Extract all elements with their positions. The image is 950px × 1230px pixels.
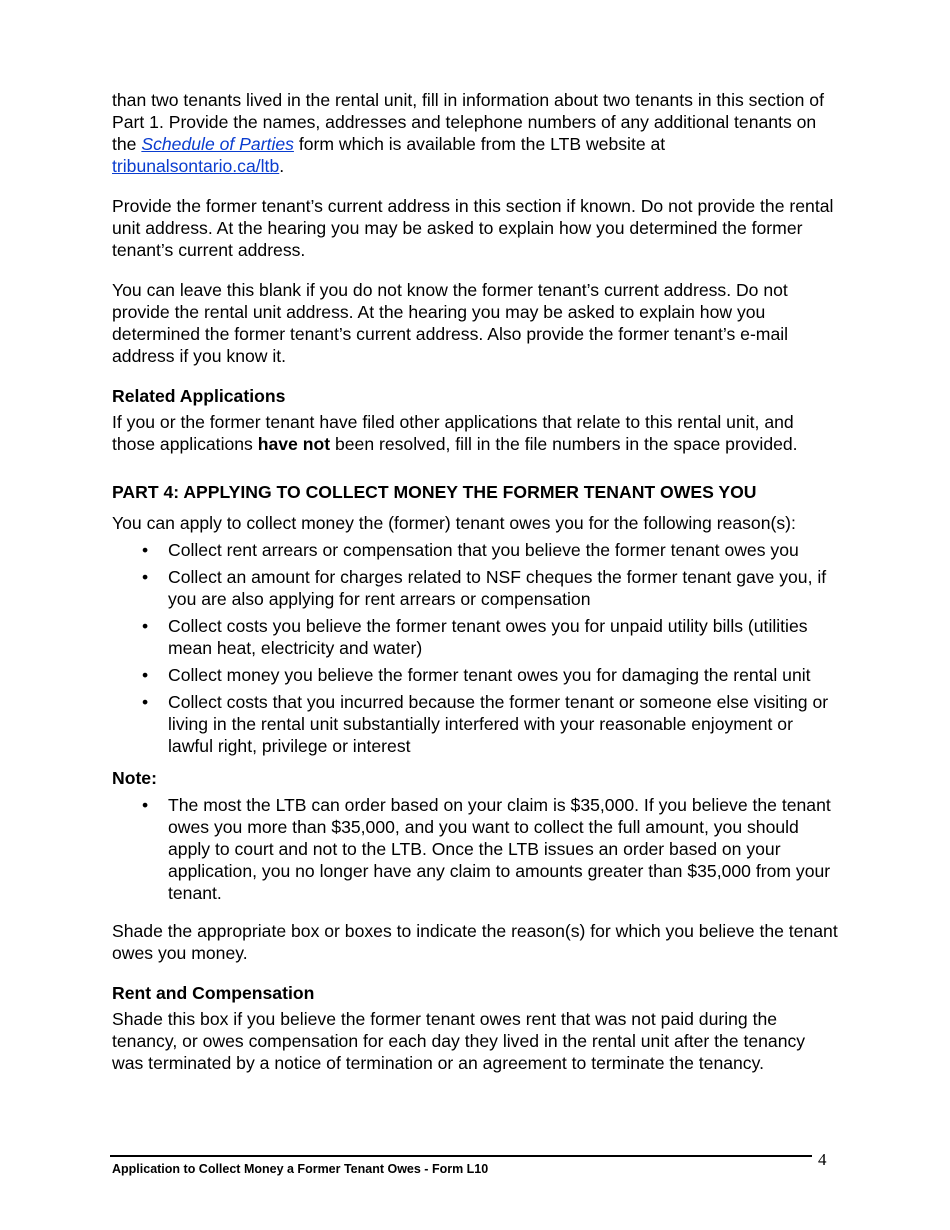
related-text-bold: have not [257, 434, 331, 454]
intro-text-part-b: form which is available from the LTB website at [293, 134, 666, 154]
related-applications-text [112, 411, 840, 455]
reason-item [112, 615, 840, 659]
related-applications-heading: Related Applications [112, 386, 286, 406]
reason-text: Collect money you believe the former tenant owes you for damaging the rental unit [168, 665, 811, 685]
reason-item [112, 566, 840, 610]
bullet-icon: • [142, 567, 149, 587]
note-text: The most the LTB can order based on your claim is $35,000. If you believe the tenant owes you more than $35,000, and you want to collect the full amount, you should apply to court and not to the LTB. Once the LTB issues an order based on your application, you no longer have any claim to amounts greater than $35,000 from your tenant. [168, 795, 831, 903]
schedule-of-parties-link[interactable]: Schedule of Parties [141, 134, 294, 154]
reason-item [112, 539, 840, 561]
part4-intro: You can apply to collect money the (former) tenant owes you for the following reason(s): [112, 513, 796, 533]
tribunals-ontario-link[interactable]: tribunalsontario.ca/ltb [112, 156, 280, 176]
bullet-icon: • [142, 795, 149, 815]
bullet-icon: • [142, 665, 149, 685]
intro-paragraph-3: You can leave this blank if you do not know the former tenant’s current address. Do not provide the rental unit address. At the hearing you may be asked to explain how you determined the former tenant’s current address. Also provide the former tenant’s e-mail address if you know it. [112, 280, 789, 366]
footer-divider [110, 1155, 812, 1157]
reasons-list [112, 539, 840, 757]
bullet-icon: • [142, 540, 149, 560]
reason-item [112, 664, 840, 686]
part4-heading: PART 4: APPLYING TO COLLECT MONEY THE FORMER TENANT OWES YOU [112, 482, 757, 502]
bullet-icon: • [142, 616, 149, 636]
reason-item [112, 691, 840, 757]
reason-text: Collect an amount for charges related to NSF cheques the former tenant gave you, if you are also applying for rent arrears or compensation [168, 567, 827, 609]
reason-text: Collect costs you believe the former tenant owes you for unpaid utility bills (utilities mean heat, electricity and water) [168, 616, 808, 658]
footer-form-title: Application to Collect Money a Former Tenant Owes - Form L10 [112, 1162, 489, 1176]
bullet-icon: • [142, 692, 149, 712]
page-number: 4 [818, 1150, 827, 1169]
reason-text: Collect rent arrears or compensation that you believe the former tenant owes you [168, 540, 799, 560]
shade-instruction: Shade the appropriate box or boxes to indicate the reason(s) for which you believe the tenant owes you money. [112, 921, 838, 963]
intro-text-part-c: . [279, 156, 285, 176]
rent-compensation-text: Shade this box if you believe the former tenant owes rent that was not paid during the tenancy, or owes compensation for each day they lived in the rental unit after the tenancy was terminated by a notice of termination or an agreement to terminate the tenancy. [112, 1009, 806, 1073]
note-list [112, 794, 840, 904]
intro-text-part-a: than two tenants lived in the rental unit, fill in information about two tenants in this section of Part 1. Provide the names, addresses and telephone numbers of any additional tenants on the [112, 90, 824, 154]
rent-compensation-heading: Rent and Compensation [112, 983, 315, 1003]
related-text-part-b: been resolved, fill in the file numbers in the space provided. [330, 434, 798, 454]
intro-paragraph-2: Provide the former tenant’s current address in this section if known. Do not provide the rental unit address. At the hearing you may be asked to explain how you determined the former tenant’s current address. [112, 196, 834, 260]
related-text-part-a: If you or the former tenant have filed other applications that relate to this rental unit, and those applications [112, 412, 794, 454]
note-label: Note: [112, 768, 157, 788]
intro-paragraph-1 [112, 89, 840, 177]
note-item [112, 794, 840, 904]
document-body [112, 89, 840, 1074]
reason-text: Collect costs that you incurred because the former tenant or someone else visiting or living in the rental unit substantially interfered with your reasonable enjoyment or lawful right, privilege or interest [168, 692, 829, 756]
